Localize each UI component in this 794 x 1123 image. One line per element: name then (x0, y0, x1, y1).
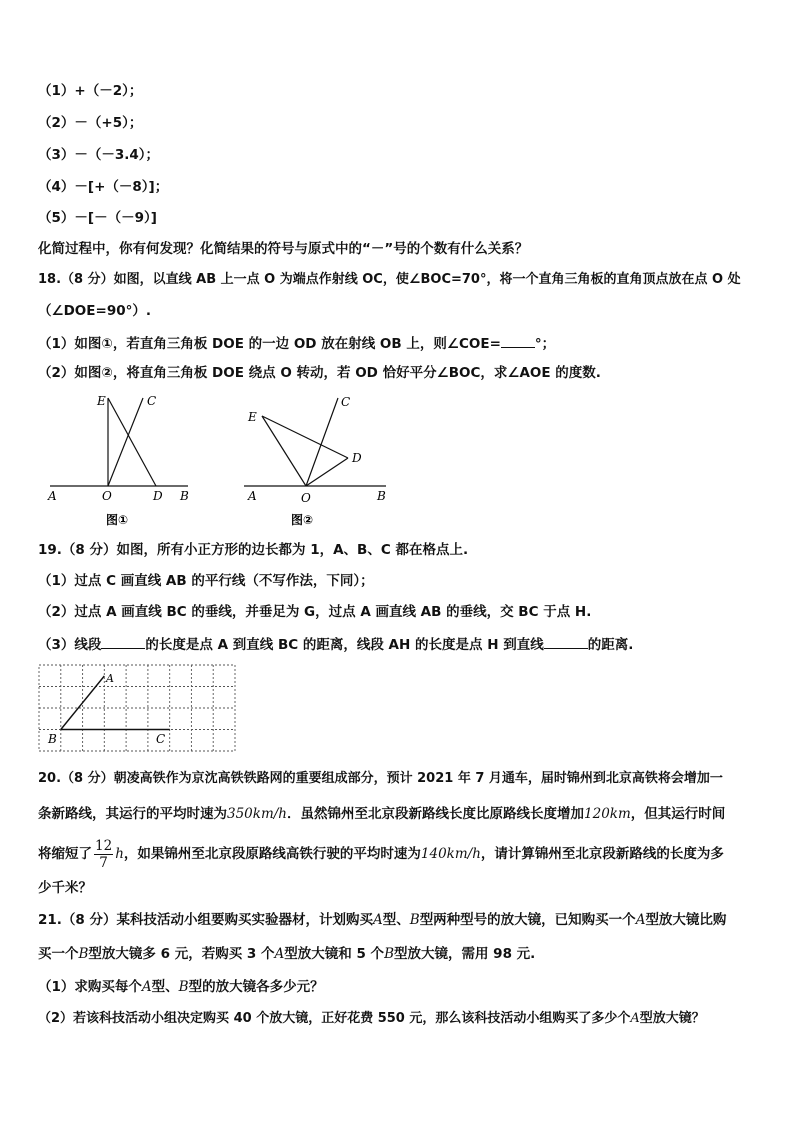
fig2-label-o: O (301, 491, 311, 505)
q20-line2-text-a: 条新路线，其运行的平均时速为 (38, 806, 227, 822)
q19-answer-blank-2[interactable] (544, 634, 588, 649)
q18-part1-suffix: °； (534, 336, 556, 352)
q21-line2-text-b: 型放大镜多 6 元，若购买 3 个 (88, 946, 275, 962)
q21-type-a-3: A (274, 946, 285, 962)
q21-type-a-2: A (635, 912, 646, 928)
q19-part2: （2）过点 A 画直线 BC 的垂线，并垂足为 G，过点 A 画直线 AB 的垂线，交 BC 于点 H. (38, 604, 592, 620)
q20-unit-km: km (609, 806, 631, 822)
q19-part3-text-a: （3）线段 (38, 637, 102, 653)
q18-part2: （2）如图②，将直角三角板 DOE 绕点 O 转动，若 OD 恰好平分∠BOC，求∠AOE 的度数. (38, 365, 601, 381)
grid-lines (39, 665, 235, 751)
q20-unit-h: h (115, 846, 124, 862)
q19-part3 (38, 634, 633, 654)
q21-line2-text-c: 型放大镜和 5 个 (284, 946, 385, 962)
q21-line2-text-d: 型放大镜，需用 98 元. (393, 946, 536, 962)
q21-part1-text-a: （1）求购买每个 (38, 979, 142, 995)
fig1-label-o: O (102, 489, 112, 503)
q20-line2 (38, 805, 725, 823)
q19-part1: （1）过点 C 画直线 AB 的平行线（不写作法，下同）； (38, 573, 374, 589)
q18-figure-2 (240, 388, 400, 530)
q20-fraction (94, 838, 113, 871)
q19-grid-figure (38, 664, 238, 754)
q21-line2 (38, 945, 535, 963)
fig1-label-d: D (153, 489, 163, 503)
q21-part2 (38, 1010, 705, 1028)
q18-part1 (38, 333, 555, 353)
q20-unit-kmh-2: km/h (446, 846, 481, 862)
q17-item-1: （1）+（－2）； (38, 83, 143, 99)
q21-line2-text-a: 买一个 (38, 946, 79, 962)
fig2-label-a: A (248, 489, 257, 503)
q20-distance-increase: 120 (584, 806, 610, 822)
q18-figure-1 (40, 388, 200, 530)
q21-part2-text-a: （2）若该科技活动小组决定购买 40 个放大镜，正好花费 550 元，那么该科技活动小组购买了多少个 (38, 1011, 631, 1026)
q21-part1 (38, 978, 324, 996)
fig1-label-c: C (147, 394, 157, 408)
q17-item-2: （2）－（+5）； (38, 115, 143, 131)
q19-part3-text-c: 的距离. (587, 637, 634, 653)
q21-part2-text-b: 型放大镜？ (639, 1011, 705, 1026)
q18-stem-line2: （∠DOE=90°）. (38, 303, 151, 319)
q18-stem-line1: 18.（8 分）如图，以直线 AB 上一点 O 为端点作射线 OC，使∠BOC=70°，将一个直角三角板的直角顶点放在点 O 处 (38, 272, 741, 287)
fig1-label-a: A (48, 489, 57, 503)
q21-line1 (38, 911, 726, 929)
fig2-label-d: D (352, 451, 362, 465)
fig1-caption: 图① (106, 513, 129, 527)
q20-fraction-numerator: 12 (95, 837, 113, 854)
fig1-label-e: E (97, 394, 106, 408)
q21-type-b-2: B (78, 946, 89, 962)
fig2-label-b: B (377, 489, 386, 503)
grid-label-c: C (156, 732, 166, 746)
fig2-label-c: C (341, 395, 351, 409)
fig2-ray-oc (306, 398, 338, 486)
q20-unit-kmh-1: km/h (252, 806, 288, 822)
q19-stem: 19.（8 分）如图，所有小正方形的边长都为 1，A、B、C 都在格点上. (38, 542, 469, 558)
q21-type-b-4: B (178, 979, 189, 995)
q21-part1-text-b: 型、 (151, 979, 179, 995)
fig2-side-od (306, 458, 348, 486)
q18-part1-text: （1）如图①，若直角三角板 DOE 的一边 OD 放在射线 OB 上，则∠COE= (38, 336, 501, 352)
q18-answer-blank[interactable] (501, 333, 535, 348)
q20-speed-new: 350 (227, 806, 253, 822)
fig1-label-b: B (180, 489, 189, 503)
q21-line1-text-d: 型放大镜比购 (645, 912, 727, 928)
q21-type-a-1: A (373, 912, 383, 928)
q19-answer-blank-1[interactable] (101, 634, 145, 649)
fig1-ray-oc (108, 398, 143, 486)
q17-question: 化简过程中，你有何发现？化简结果的符号与原式中的“－”号的个数有什么关系？ (38, 241, 529, 257)
q21-type-a-4: A (141, 979, 152, 995)
grid-label-a: A (106, 672, 114, 685)
q21-type-b-1: B (409, 912, 420, 928)
fig1-hypotenuse-ed (108, 398, 156, 486)
q20-line3-text-b: ，如果锦州至北京段原路线高铁行驶的平均时速为 (123, 846, 421, 862)
q20-line1: 20.（8 分）朝凌高铁作为京沈高铁铁路网的重要组成部分，预计 2021 年 7 月通车，届时锦州到北京高铁将会增加一 (38, 771, 723, 786)
q20-line2-text-c: ，但其运行时间 (630, 806, 726, 822)
q20-line4: 少千米？ (38, 880, 92, 896)
q20-line3-text-c: ，请计算锦州至北京段新路线的长度为多 (480, 846, 724, 862)
q17-item-5: （5）－[－（－9）] (38, 210, 157, 226)
q20-fraction-denominator: 7 (99, 854, 108, 871)
q20-line3-text-a: 将缩短了 (38, 846, 92, 862)
q21-part1-text-c: 型的放大镜各多少元？ (188, 979, 324, 995)
q21-line1-text-a: 21.（8 分）某科技活动小组要购买实验器材，计划购买 (38, 912, 374, 928)
q21-type-a-5: A (630, 1011, 640, 1026)
fig2-label-e: E (248, 410, 257, 424)
grid-label-b: B (48, 732, 57, 746)
q17-item-4: （4）－[+（－8）]； (38, 179, 169, 195)
q21-line1-text-c: 型两种型号的放大镜，已知购买一个 (419, 912, 636, 928)
q20-line3 (38, 835, 724, 873)
q19-part3-text-b: 的长度是点 A 到直线 BC 的距离，线段 AH 的长度是点 H 到直线 (145, 637, 544, 653)
fig2-caption: 图② (291, 513, 314, 527)
q21-type-b-3: B (384, 946, 394, 962)
q20-line2-text-b: ．虽然锦州至北京段新路线长度比原路线长度增加 (287, 806, 585, 822)
q17-item-3: （3）－（－3.4）； (38, 147, 160, 163)
q21-line1-text-b: 型、 (382, 912, 410, 928)
q20-speed-old: 140 (420, 846, 447, 862)
